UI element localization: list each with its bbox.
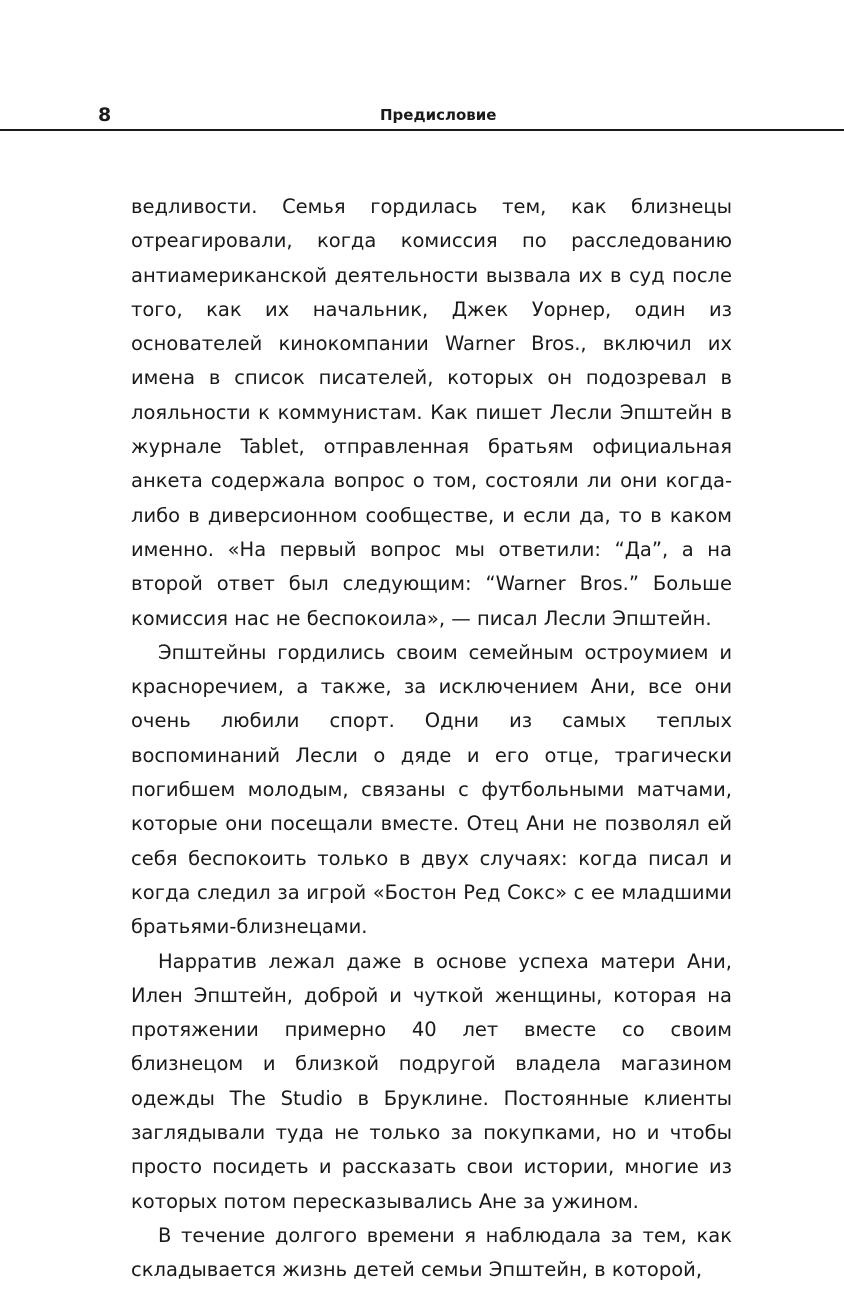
paragraph-3: Нарратив лежал даже в основе успеха матери Ани, Илен Эпштейн, доброй и чуткой женщины, которая на протяжении примерно 40 лет вместе со своим близнецом и близкой подругой владела магазином одежды The Studio в Бруклине. Постоянные клиенты заглядывали туда не только за покупками, но и чтобы просто посидеть и рассказать свои истории, многие из которых потом пересказывались Ане за ужином. (131, 949, 732, 1213)
running-head (0, 100, 844, 130)
paragraph-2: Эпштейны гордились своим семейным остроумием и красноречием, а также, за исключением Ани, все они очень любили спорт. Одни из самых теплых воспоминаний Лесли о дяде и его отце, трагически погибшем молодым, связаны с футбольными матчами, которые они посещали вместе. Отец Ани не позволял ей себя беспокоить только в двух случаях: когда писал и когда следил за игрой «Бостон Ред Сокс» с ее младшими братьями-близнецами. (131, 640, 732, 939)
header-rule (0, 129, 844, 131)
body-text (131, 190, 732, 1288)
paragraph-1: ведливости. Семья гордилась тем, как близнецы отреагировали, когда комиссия по расследованию антиамериканской деятельности вызвала их в суд после того, как их начальник, Джек Уорнер, один из основателей кинокомпании Warner Bros., включил их имена в список писателей, которых он подозревал в лояльности к коммунистам. Как пишет Лесли Эпштейн в журнале Tablet, отправленная братьям официальная анкета содержала вопрос о том, состояли ли они когда-либо в диверсионном сообществе, и если да, то в каком именно. «На первый вопрос мы ответили: “Да”, а на второй ответ был следующим: “Warner Bros.” Больше комиссия нас не беспокоила», — писал Лесли Эпштейн. (131, 195, 732, 630)
paragraph-4: В течение долгого времени я наблюдала за тем, как складывается жизнь детей семьи Эпштейн, в которой, (131, 1223, 732, 1282)
page-number: 8 (98, 104, 112, 126)
section-title: Предисловие (380, 106, 497, 124)
